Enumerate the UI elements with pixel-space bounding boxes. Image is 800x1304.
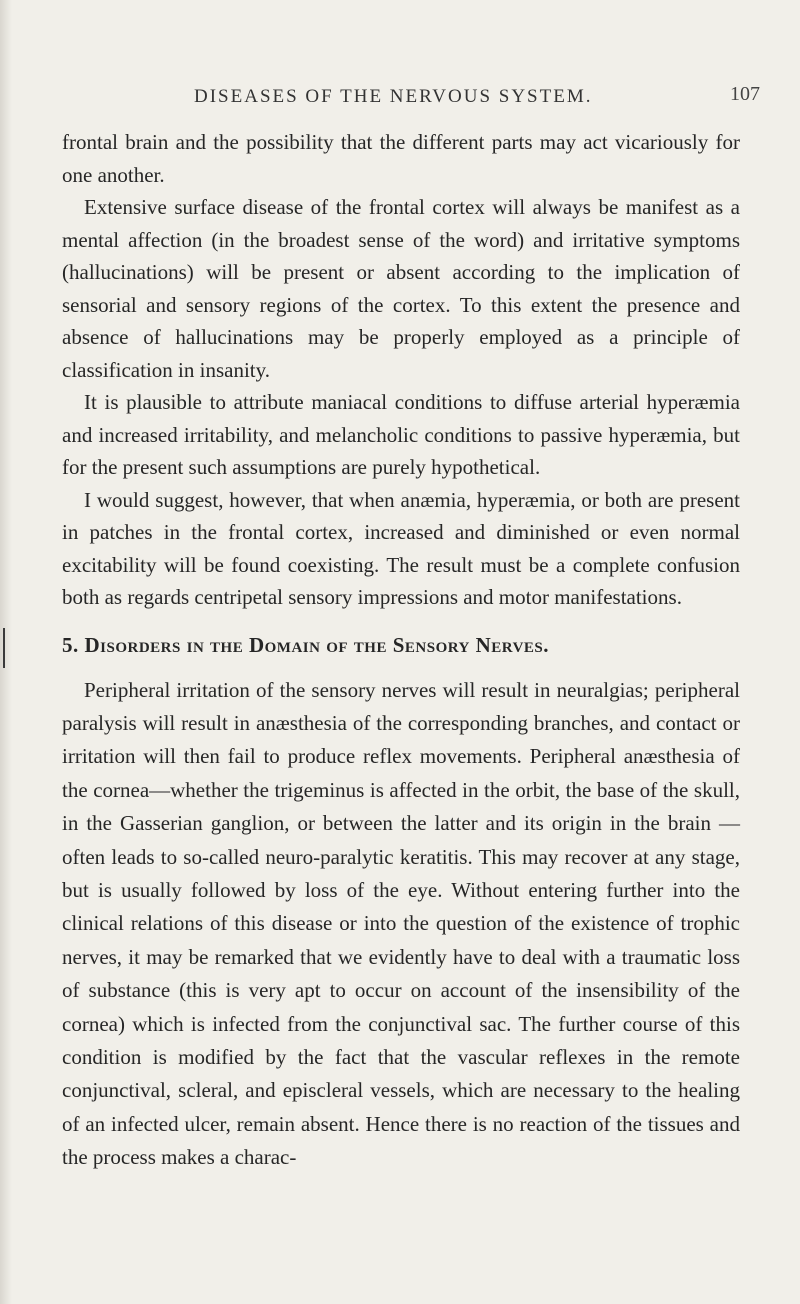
binding-shadow — [0, 0, 12, 1304]
paragraph-continued: frontal brain and the possibility that the different parts may act vicariously for one another. — [62, 130, 740, 187]
paragraph-frontal-cortex: Extensive surface disease of the frontal cortex will always be manifest as a mental affection (in the broadest sense of the word) and irritative symptoms (hallucinations) will be present or absent according to the implication of sensorial and sensory regions of the cortex. To this extent the presence and absence of hallucinations may be properly employed as a principle of classification in insanity. — [62, 195, 740, 382]
paragraph-sensory-nerves: Peripheral irritation of the sensory nerves will result in neuralgias; peripheral paralysis will result in anæsthesia of the corresponding branches, and contact or irritation will then fail to produce reflex movements. Peripheral anæsthesia of the cornea—whether the trigeminus is affected in the orbit, the base of the skull, in the Gasserian ganglion, or between the latter and its origin in the brain —often leads to so-called neuro-paralytic keratitis. This may recover at any stage, but is usually followed by loss of the eye. Without entering further into the clinical relations of this disease or into the question of the existence of trophic nerves, it may be remarked that we evidently have to deal with a traumatic loss of substance (this is very apt to occur on account of the insensibility of the cornea) which is infected from the conjunctival sac. The further course of this condition is modified by the fact that the vascular reflexes in the remote conjunctival, scleral, and episcleral vessels, which are necessary to the healing of an infected ulcer, remain absent. Hence there is no reaction of the tissues and the process makes a charac- — [62, 677, 740, 1170]
body-text — [62, 126, 740, 1175]
running-head: DISEASES OF THE NERVOUS SYSTEM. — [194, 86, 593, 107]
section-heading: 5. Disorders in the Domain of the Sensory Nerves. — [62, 632, 550, 657]
margin-mark — [3, 628, 5, 668]
paragraph-hyperaemia: It is plausible to attribute maniacal conditions to diffuse arterial hyperæmia and increased irritability, and melancholic conditions to passive hyperæmia, but for the present such assumptions are purely hypothetical. — [62, 390, 740, 479]
page-number: 107 — [730, 83, 760, 105]
paragraph-anaemia: I would suggest, however, that when anæmia, hyperæmia, or both are present in patches in the frontal cortex, increased and diminished or even normal excitability will be found coexisting. The result must be a complete confusion both as regards centripetal sensory impressions and motor manifestations. — [62, 487, 740, 609]
